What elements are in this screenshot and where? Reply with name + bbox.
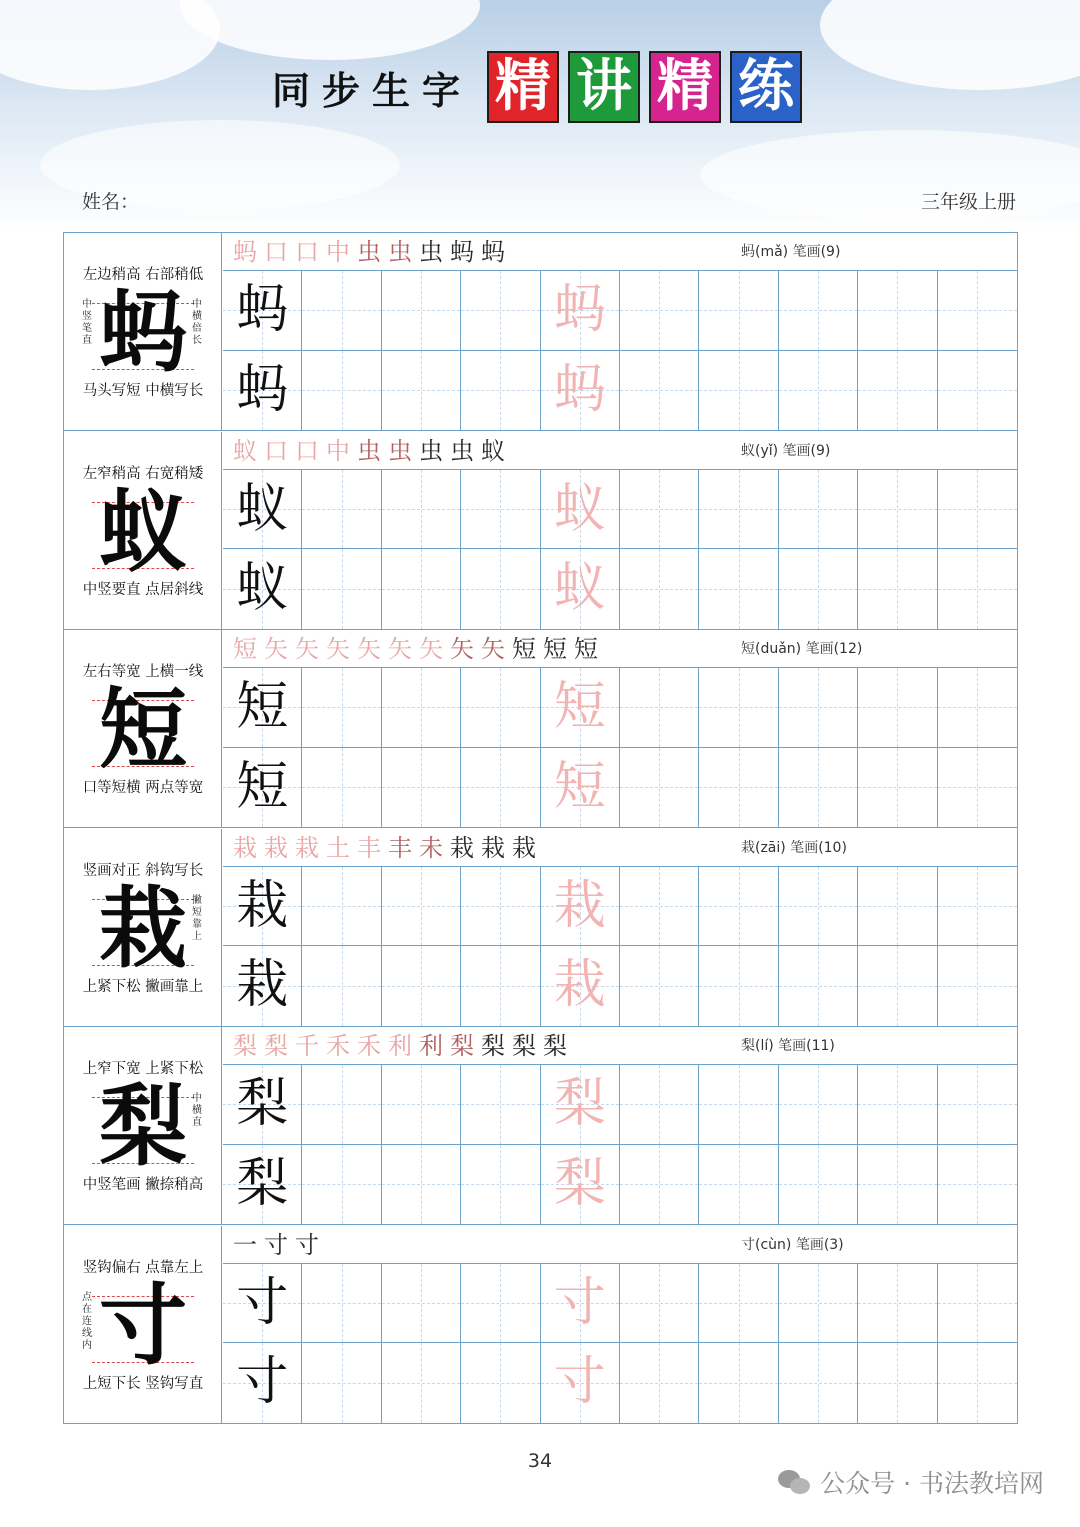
practice-cell[interactable] bbox=[382, 867, 461, 947]
practice-cell[interactable] bbox=[302, 549, 381, 629]
writing-tip-panel bbox=[64, 233, 222, 430]
practice-cell[interactable] bbox=[858, 1065, 937, 1145]
tip-note-right: 中横倍长 bbox=[192, 299, 202, 346]
practice-cell[interactable] bbox=[382, 668, 461, 748]
practice-cell[interactable] bbox=[779, 946, 858, 1026]
character-row bbox=[64, 1226, 1017, 1424]
practice-cell[interactable] bbox=[938, 668, 1017, 748]
practice-cell[interactable] bbox=[938, 1065, 1017, 1145]
model-character: 寸 bbox=[236, 1352, 289, 1412]
tip-top-text: 竖钩偏右 点靠左上 bbox=[82, 1259, 204, 1276]
writing-tip-panel bbox=[64, 630, 222, 827]
practice-cell[interactable] bbox=[382, 351, 461, 431]
practice-cell[interactable] bbox=[858, 1264, 937, 1344]
pinyin-stroke-info: 栽(zāi) 笔画(10) bbox=[741, 839, 847, 856]
tip-character: 梨 bbox=[98, 1074, 187, 1178]
tip-bottom-text: 马头写短 中横写长 bbox=[82, 383, 204, 399]
stroke-step: 蚁 bbox=[481, 436, 505, 465]
practice-cell bbox=[223, 549, 302, 629]
stroke-step: 虫 bbox=[357, 436, 381, 465]
practice-cell[interactable] bbox=[699, 351, 778, 431]
practice-cell[interactable] bbox=[461, 351, 540, 431]
practice-cell[interactable] bbox=[620, 867, 699, 947]
practice-cell[interactable] bbox=[461, 549, 540, 629]
title-box-3: 练 bbox=[730, 51, 802, 123]
practice-cell[interactable] bbox=[699, 1065, 778, 1145]
practice-cell[interactable] bbox=[620, 668, 699, 748]
character-row bbox=[64, 1027, 1017, 1225]
character-row bbox=[64, 630, 1017, 828]
stroke-order-bar bbox=[223, 630, 1017, 668]
tip-top-text: 左边稍高 右部稍低 bbox=[82, 267, 204, 283]
tip-note-left: 中竖笔直 bbox=[82, 299, 92, 346]
tip-bottom-text: 中竖要直 点居斜线 bbox=[82, 581, 204, 598]
practice-cell[interactable] bbox=[699, 1343, 778, 1423]
stroke-step: 矢 bbox=[326, 635, 350, 663]
stroke-step: 矢 bbox=[388, 635, 412, 663]
practice-cell[interactable] bbox=[779, 748, 858, 828]
stroke-step: 虫 bbox=[357, 238, 381, 266]
practice-cell[interactable] bbox=[382, 1065, 461, 1145]
practice-cell[interactable] bbox=[779, 271, 858, 351]
practice-cell[interactable] bbox=[699, 1264, 778, 1344]
practice-cell[interactable] bbox=[858, 668, 937, 748]
stroke-step: 口 bbox=[264, 238, 288, 266]
stroke-order-bar bbox=[223, 829, 1017, 867]
wechat-icon bbox=[778, 1468, 812, 1496]
stroke-step: 虫 bbox=[419, 238, 443, 266]
stroke-step: 丰 bbox=[357, 833, 381, 862]
tip-character: 寸 bbox=[98, 1272, 187, 1377]
practice-cell[interactable] bbox=[699, 271, 778, 351]
practice-cell[interactable] bbox=[858, 1343, 937, 1423]
stroke-step: 梨 bbox=[481, 1032, 505, 1060]
stroke-step: 栽 bbox=[512, 833, 536, 862]
stroke-step: 蚁 bbox=[233, 436, 257, 465]
stroke-step: 蚂 bbox=[233, 238, 257, 266]
practice-cell[interactable] bbox=[382, 549, 461, 629]
stroke-step: 短 bbox=[233, 635, 257, 663]
practice-cell[interactable] bbox=[938, 470, 1017, 550]
practice-cell[interactable] bbox=[461, 668, 540, 748]
trace-character: 寸 bbox=[553, 1272, 606, 1333]
model-character: 短 bbox=[236, 756, 289, 817]
stroke-order-bar bbox=[223, 233, 1017, 271]
practice-cell[interactable] bbox=[938, 549, 1017, 629]
model-character: 蚁 bbox=[236, 558, 289, 618]
practice-cell[interactable] bbox=[779, 1065, 858, 1145]
stroke-step: 栽 bbox=[450, 833, 474, 862]
practice-cell bbox=[541, 271, 620, 351]
stroke-step: 口 bbox=[295, 238, 319, 266]
practice-cell[interactable] bbox=[461, 1343, 540, 1423]
stroke-step: 矢 bbox=[481, 635, 505, 663]
stroke-step: 口 bbox=[264, 436, 288, 465]
practice-cell[interactable] bbox=[779, 1343, 858, 1423]
practice-cell[interactable] bbox=[382, 1264, 461, 1344]
trace-character: 寸 bbox=[553, 1352, 606, 1412]
practice-cell[interactable] bbox=[461, 271, 540, 351]
practice-cell[interactable] bbox=[779, 351, 858, 431]
practice-cell[interactable] bbox=[302, 668, 381, 748]
practice-grid bbox=[223, 271, 1017, 430]
stroke-step: 寸 bbox=[295, 1230, 319, 1259]
tip-note-right: 中横直 bbox=[192, 1093, 202, 1128]
stroke-step: 栽 bbox=[481, 833, 505, 862]
practice-cell[interactable] bbox=[938, 748, 1017, 828]
practice-cell[interactable] bbox=[620, 271, 699, 351]
stroke-step: 禾 bbox=[357, 1032, 381, 1060]
stroke-step: 未 bbox=[419, 833, 443, 862]
practice-cell[interactable] bbox=[620, 1343, 699, 1423]
practice-sheet bbox=[63, 232, 1018, 1424]
title-box-2: 精 bbox=[649, 51, 721, 123]
model-character: 短 bbox=[236, 677, 289, 737]
stroke-step: 土 bbox=[326, 833, 350, 862]
stroke-step: 禾 bbox=[326, 1032, 350, 1060]
practice-cell[interactable] bbox=[302, 1343, 381, 1423]
practice-cell bbox=[223, 1065, 302, 1145]
model-character: 寸 bbox=[236, 1272, 289, 1333]
tip-note-left: 点在连线内 bbox=[82, 1291, 92, 1351]
practice-cell[interactable] bbox=[938, 351, 1017, 431]
stroke-step: 虫 bbox=[388, 238, 412, 266]
writing-tip-panel bbox=[64, 829, 222, 1026]
practice-cell[interactable] bbox=[699, 748, 778, 828]
character-row bbox=[64, 432, 1017, 630]
stroke-step: 梨 bbox=[512, 1032, 536, 1060]
character-row bbox=[64, 829, 1017, 1027]
writing-tip-panel bbox=[64, 1027, 222, 1224]
trace-character: 蚂 bbox=[553, 359, 606, 420]
stroke-order-bar bbox=[223, 1226, 1017, 1264]
practice-cell[interactable] bbox=[938, 867, 1017, 947]
practice-cell bbox=[223, 668, 302, 748]
stroke-step: 蚂 bbox=[481, 238, 505, 266]
practice-cell bbox=[541, 748, 620, 828]
practice-cell bbox=[223, 1145, 302, 1225]
pinyin-stroke-info: 蚂(mǎ) 笔画(9) bbox=[741, 244, 841, 260]
model-character: 蚂 bbox=[236, 359, 289, 420]
practice-cell[interactable] bbox=[620, 549, 699, 629]
stroke-step: 栽 bbox=[233, 833, 257, 862]
practice-cell bbox=[541, 351, 620, 431]
practice-cell[interactable] bbox=[302, 867, 381, 947]
tip-character: 蚂 bbox=[98, 280, 187, 384]
practice-cell bbox=[541, 1065, 620, 1145]
stroke-step: 短 bbox=[543, 635, 567, 663]
practice-cell[interactable] bbox=[858, 351, 937, 431]
trace-character: 梨 bbox=[553, 1074, 606, 1134]
practice-cell bbox=[223, 470, 302, 550]
practice-cell[interactable] bbox=[938, 271, 1017, 351]
stroke-order-bar bbox=[223, 432, 1017, 470]
model-character: 梨 bbox=[236, 1153, 289, 1214]
pinyin-stroke-info: 梨(lí) 笔画(11) bbox=[741, 1038, 835, 1054]
practice-cell[interactable] bbox=[620, 1264, 699, 1344]
practice-cell[interactable] bbox=[620, 946, 699, 1026]
practice-cell[interactable] bbox=[938, 1264, 1017, 1344]
practice-cell[interactable] bbox=[858, 946, 937, 1026]
practice-cell[interactable] bbox=[382, 1343, 461, 1423]
stroke-step: 利 bbox=[419, 1032, 443, 1060]
practice-cell[interactable] bbox=[699, 470, 778, 550]
practice-cell[interactable] bbox=[382, 271, 461, 351]
practice-cell bbox=[223, 271, 302, 351]
practice-cell[interactable] bbox=[699, 1145, 778, 1225]
model-character: 栽 bbox=[236, 955, 289, 1015]
tip-note-right: 撇短靠上 bbox=[192, 894, 202, 942]
practice-cell[interactable] bbox=[620, 1145, 699, 1225]
practice-cell[interactable] bbox=[779, 470, 858, 550]
practice-cell bbox=[541, 668, 620, 748]
stroke-step: 矢 bbox=[450, 635, 474, 663]
tip-character: 蚁 bbox=[98, 478, 187, 583]
practice-cell bbox=[541, 1343, 620, 1423]
name-label: 姓名： bbox=[82, 191, 140, 213]
practice-cell[interactable] bbox=[699, 946, 778, 1026]
practice-cell bbox=[223, 1343, 302, 1423]
practice-grid bbox=[223, 867, 1017, 1026]
stroke-step: 一 bbox=[233, 1230, 257, 1259]
title-box-0: 精 bbox=[487, 51, 559, 123]
title-box-1: 讲 bbox=[568, 51, 640, 123]
stroke-step: 梨 bbox=[233, 1032, 257, 1060]
practice-cell bbox=[541, 867, 620, 947]
watermark-text: 公众号 · 书法教培网 bbox=[820, 1469, 1044, 1498]
tip-character: 栽 bbox=[98, 875, 187, 980]
practice-cell[interactable] bbox=[699, 867, 778, 947]
practice-cell[interactable] bbox=[858, 470, 937, 550]
tip-bottom-text: 中竖笔画 撇捺稍高 bbox=[82, 1177, 204, 1193]
practice-cell[interactable] bbox=[779, 1145, 858, 1225]
practice-cell[interactable] bbox=[699, 668, 778, 748]
stroke-step: 虫 bbox=[419, 436, 443, 465]
practice-cell[interactable] bbox=[858, 867, 937, 947]
practice-cell[interactable] bbox=[938, 1343, 1017, 1423]
practice-cell[interactable] bbox=[779, 867, 858, 947]
tip-bottom-text: 口等短横 两点等宽 bbox=[82, 780, 204, 796]
practice-cell[interactable] bbox=[938, 1145, 1017, 1225]
trace-character: 蚂 bbox=[553, 280, 606, 340]
practice-cell[interactable] bbox=[699, 549, 778, 629]
practice-cell[interactable] bbox=[620, 1065, 699, 1145]
practice-cell bbox=[223, 748, 302, 828]
stroke-step: 短 bbox=[574, 635, 598, 663]
stroke-step: 矢 bbox=[264, 635, 288, 663]
stroke-step: 短 bbox=[512, 635, 536, 663]
practice-cell[interactable] bbox=[938, 946, 1017, 1026]
practice-cell[interactable] bbox=[302, 1145, 381, 1225]
practice-cell bbox=[541, 1145, 620, 1225]
practice-cell bbox=[223, 351, 302, 431]
watermark bbox=[778, 1464, 1044, 1500]
practice-cell bbox=[223, 1264, 302, 1344]
grade-label: 三年级上册 bbox=[920, 191, 1016, 213]
stroke-step: 口 bbox=[295, 436, 319, 465]
practice-cell[interactable] bbox=[302, 946, 381, 1026]
tip-bottom-text: 上短下长 竖钩写直 bbox=[82, 1375, 204, 1392]
stroke-step: 丰 bbox=[388, 833, 412, 862]
trace-character: 蚁 bbox=[553, 478, 606, 539]
practice-grid bbox=[223, 668, 1017, 827]
pinyin-stroke-info: 短(duǎn) 笔画(12) bbox=[741, 641, 863, 657]
stroke-step: 蚂 bbox=[450, 238, 474, 266]
trace-character: 栽 bbox=[553, 875, 606, 936]
stroke-order-bar bbox=[223, 1027, 1017, 1065]
practice-cell[interactable] bbox=[461, 1264, 540, 1344]
practice-cell[interactable] bbox=[779, 549, 858, 629]
trace-character: 短 bbox=[553, 677, 606, 737]
practice-cell[interactable] bbox=[779, 1264, 858, 1344]
stroke-step: 中 bbox=[326, 238, 350, 266]
model-character: 栽 bbox=[236, 875, 289, 936]
practice-grid bbox=[223, 470, 1017, 629]
practice-cell[interactable] bbox=[858, 748, 937, 828]
practice-cell[interactable] bbox=[382, 470, 461, 550]
model-character: 蚂 bbox=[236, 280, 289, 340]
practice-cell[interactable] bbox=[858, 549, 937, 629]
model-character: 梨 bbox=[236, 1074, 289, 1134]
practice-cell bbox=[541, 1264, 620, 1344]
stroke-step: 栽 bbox=[295, 833, 319, 862]
practice-grid bbox=[223, 1065, 1017, 1224]
stroke-step: 栽 bbox=[264, 833, 288, 862]
practice-cell bbox=[541, 549, 620, 629]
trace-character: 蚁 bbox=[553, 558, 606, 618]
pinyin-stroke-info: 蚁(yǐ) 笔画(9) bbox=[741, 442, 831, 459]
practice-cell[interactable] bbox=[620, 351, 699, 431]
practice-cell[interactable] bbox=[461, 470, 540, 550]
practice-cell bbox=[223, 946, 302, 1026]
tip-top-text: 左窄稍高 右宽稍矮 bbox=[82, 465, 204, 482]
stroke-step: 矢 bbox=[419, 635, 443, 663]
practice-cell[interactable] bbox=[620, 470, 699, 550]
practice-cell[interactable] bbox=[461, 748, 540, 828]
practice-cell[interactable] bbox=[382, 748, 461, 828]
writing-tip-panel bbox=[64, 432, 222, 629]
tip-top-text: 上窄下宽 上紧下松 bbox=[82, 1061, 204, 1077]
stroke-step: 虫 bbox=[450, 436, 474, 465]
practice-cell[interactable] bbox=[302, 271, 381, 351]
practice-cell[interactable] bbox=[302, 470, 381, 550]
tip-top-text: 左右等宽 上横一线 bbox=[82, 664, 204, 680]
stroke-step: 矢 bbox=[357, 635, 381, 663]
tip-character: 短 bbox=[98, 677, 187, 781]
practice-cell bbox=[541, 946, 620, 1026]
trace-character: 栽 bbox=[553, 955, 606, 1015]
tip-top-text: 竖画对正 斜钩写长 bbox=[82, 862, 204, 879]
stroke-step: 虫 bbox=[388, 436, 412, 465]
practice-cell[interactable] bbox=[302, 1065, 381, 1145]
practice-cell[interactable] bbox=[461, 946, 540, 1026]
practice-cell[interactable] bbox=[382, 1145, 461, 1225]
stroke-step: 中 bbox=[326, 436, 350, 465]
practice-cell[interactable] bbox=[858, 1145, 937, 1225]
stroke-step: 寸 bbox=[264, 1230, 288, 1259]
trace-character: 短 bbox=[553, 756, 606, 817]
practice-cell[interactable] bbox=[620, 748, 699, 828]
practice-cell[interactable] bbox=[461, 1145, 540, 1225]
practice-cell[interactable] bbox=[302, 351, 381, 431]
practice-cell bbox=[223, 867, 302, 947]
writing-tip-panel bbox=[64, 1226, 222, 1423]
stroke-step: 矢 bbox=[295, 635, 319, 663]
practice-cell[interactable] bbox=[779, 668, 858, 748]
title-boxes bbox=[487, 51, 802, 123]
stroke-step: 梨 bbox=[264, 1032, 288, 1060]
practice-cell[interactable] bbox=[302, 748, 381, 828]
practice-cell[interactable] bbox=[382, 946, 461, 1026]
tip-bottom-text: 上紧下松 撇画靠上 bbox=[82, 978, 204, 995]
stroke-step: 梨 bbox=[543, 1032, 567, 1060]
practice-grid bbox=[223, 1264, 1017, 1423]
stroke-step: 千 bbox=[295, 1032, 319, 1060]
stroke-step: 梨 bbox=[450, 1032, 474, 1060]
title-left: 同步生字 bbox=[272, 69, 473, 113]
page-number: 34 bbox=[527, 1450, 553, 1472]
stroke-step: 利 bbox=[388, 1032, 412, 1060]
pinyin-stroke-info: 寸(cùn) 笔画(3) bbox=[741, 1236, 844, 1253]
character-row bbox=[64, 233, 1017, 431]
practice-cell[interactable] bbox=[858, 271, 937, 351]
practice-cell[interactable] bbox=[461, 867, 540, 947]
practice-cell[interactable] bbox=[302, 1264, 381, 1344]
practice-cell[interactable] bbox=[461, 1065, 540, 1145]
trace-character: 梨 bbox=[553, 1153, 606, 1214]
practice-cell bbox=[541, 470, 620, 550]
model-character: 蚁 bbox=[236, 478, 289, 539]
